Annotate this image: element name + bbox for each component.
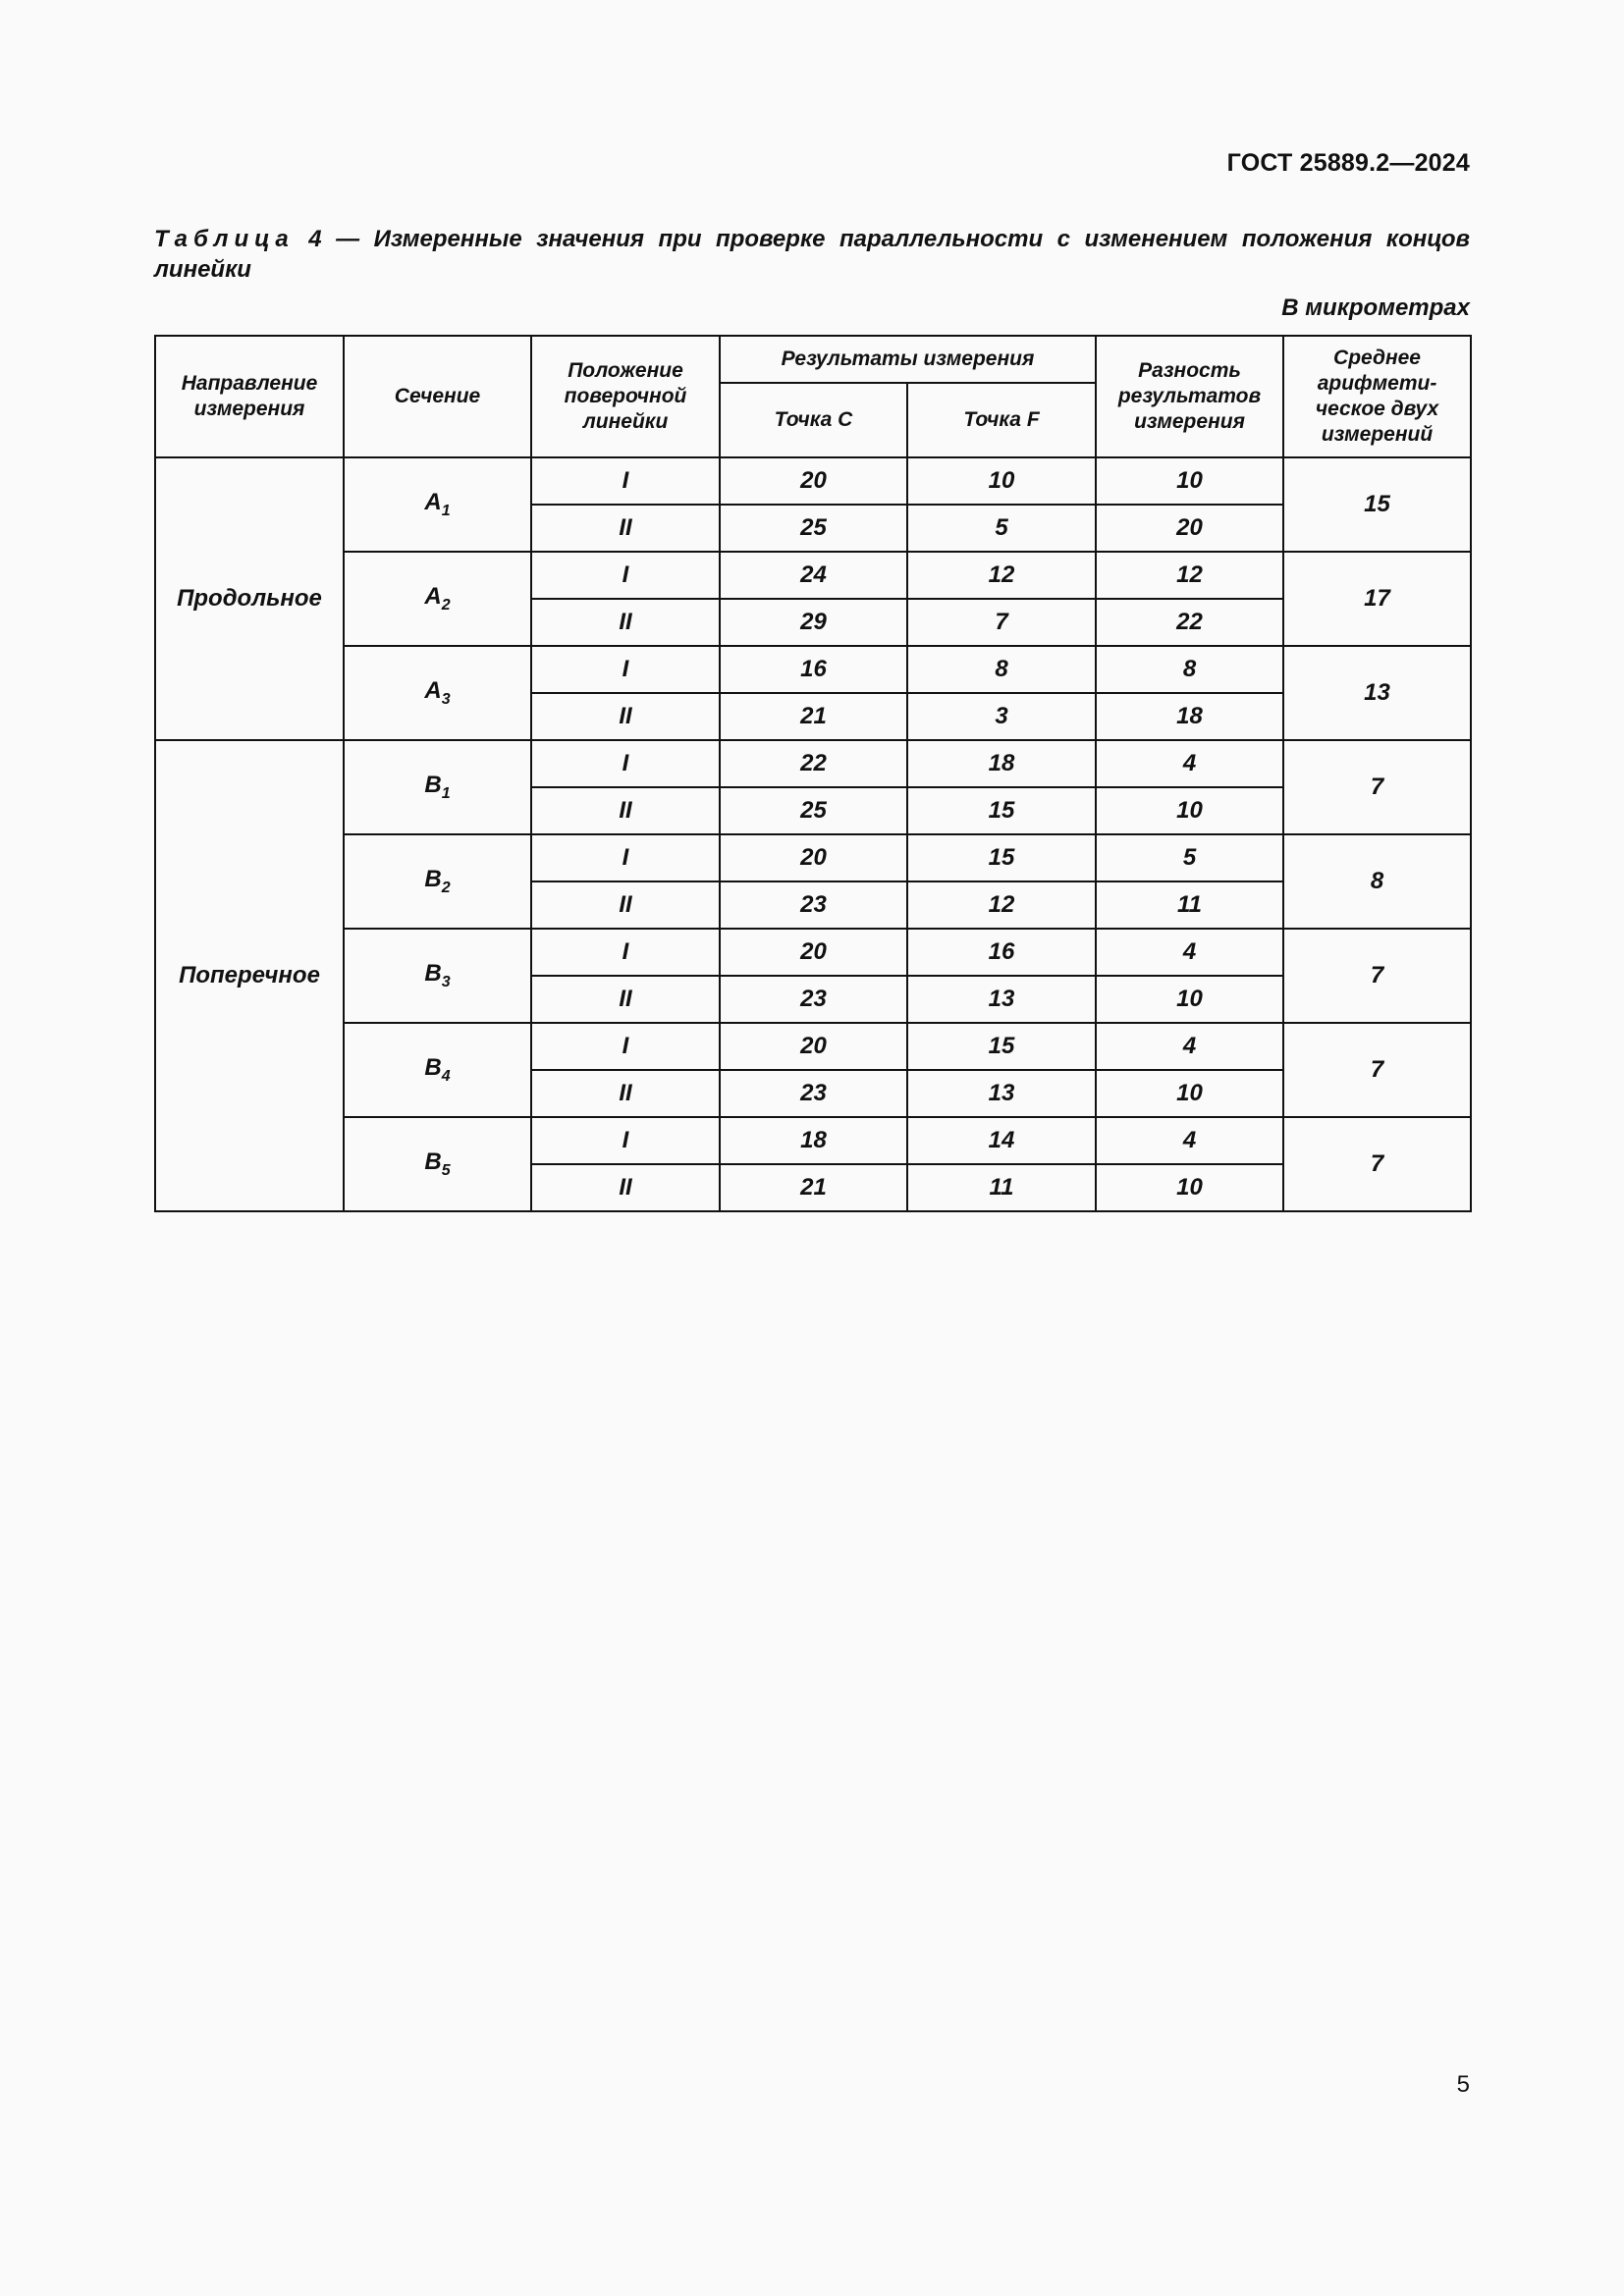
difference-cell: 4 [1096,929,1283,976]
header-average: Среднее арифмети-ческое двух измерений [1283,336,1471,457]
table-header-row [155,336,1471,383]
point-f-cell: 14 [907,1117,1096,1164]
table-row [155,740,1471,787]
header-point-c: Точка C [720,383,907,457]
average-cell: 15 [1283,457,1471,552]
difference-cell: 12 [1096,552,1283,599]
ruler-position-cell: II [531,1070,720,1117]
section-letter: A [424,489,442,516]
point-f-cell: 15 [907,787,1096,834]
ruler-position-cell: I [531,457,720,505]
ruler-position-cell: II [531,693,720,740]
difference-cell: 10 [1096,1164,1283,1211]
header-section: Сечение [344,336,531,457]
point-f-cell: 12 [907,552,1096,599]
units-note: В микрометрах [1281,294,1470,321]
difference-cell: 11 [1096,881,1283,929]
average-cell: 7 [1283,1023,1471,1117]
section-index: 5 [441,1161,451,1179]
section-letter: A [424,583,442,611]
ruler-position-cell: II [531,599,720,646]
average-cell: 13 [1283,646,1471,740]
section-index: 1 [441,784,451,802]
section-cell [344,834,531,929]
average-cell: 17 [1283,552,1471,646]
point-f-cell: 5 [907,505,1096,552]
difference-cell: 18 [1096,693,1283,740]
section-cell [344,1117,531,1211]
section-cell [344,929,531,1023]
ruler-position-cell: II [531,976,720,1023]
table-caption-text: 4 — Измеренные значения при проверке параллельности с изменением положения концов линейки [154,226,1470,283]
section-index: 2 [441,879,451,896]
ruler-position-cell: II [531,505,720,552]
table-row [155,646,1471,693]
point-c-cell: 23 [720,881,907,929]
point-f-cell: 13 [907,976,1096,1023]
average-cell: 7 [1283,740,1471,834]
point-c-cell: 20 [720,1023,907,1070]
section-letter: B [424,866,442,893]
direction-cell: Поперечное [155,740,344,1211]
point-f-cell: 11 [907,1164,1096,1211]
section-index: 2 [441,596,451,614]
section-letter: A [424,677,442,705]
point-f-cell: 13 [907,1070,1096,1117]
point-c-cell: 25 [720,505,907,552]
section-cell [344,457,531,552]
average-cell: 7 [1283,929,1471,1023]
section-index: 3 [441,690,451,708]
table-row [155,1117,1471,1164]
section-index: 3 [441,973,451,990]
difference-cell: 22 [1096,599,1283,646]
table-caption [154,224,1470,285]
point-c-cell: 20 [720,834,907,881]
point-c-cell: 24 [720,552,907,599]
point-c-cell: 18 [720,1117,907,1164]
ruler-position-cell: I [531,646,720,693]
difference-cell: 10 [1096,787,1283,834]
point-c-cell: 16 [720,646,907,693]
table-caption-label: Таблица [154,226,295,252]
point-f-cell: 7 [907,599,1096,646]
difference-cell: 10 [1096,457,1283,505]
ruler-position-cell: II [531,787,720,834]
table-row [155,929,1471,976]
header-direction: Направление измерения [155,336,344,457]
point-c-cell: 21 [720,1164,907,1211]
ruler-position-cell: I [531,552,720,599]
point-f-cell: 15 [907,834,1096,881]
ruler-position-cell: I [531,740,720,787]
ruler-position-cell: I [531,834,720,881]
table-row [155,834,1471,881]
difference-cell: 4 [1096,740,1283,787]
difference-cell: 4 [1096,1023,1283,1070]
point-f-cell: 3 [907,693,1096,740]
ruler-position-cell: II [531,1164,720,1211]
section-cell [344,646,531,740]
point-c-cell: 23 [720,1070,907,1117]
point-c-cell: 20 [720,929,907,976]
section-letter: B [424,1054,442,1082]
table-row [155,552,1471,599]
header-results: Результаты измерения [720,336,1096,383]
point-c-cell: 22 [720,740,907,787]
point-f-cell: 10 [907,457,1096,505]
average-cell: 7 [1283,1117,1471,1211]
point-f-cell: 15 [907,1023,1096,1070]
table-row [155,1023,1471,1070]
point-f-cell: 12 [907,881,1096,929]
point-f-cell: 16 [907,929,1096,976]
table-body [155,457,1471,1211]
difference-cell: 8 [1096,646,1283,693]
header-difference: Разность результатов измерения [1096,336,1283,457]
section-cell [344,552,531,646]
ruler-position-cell: II [531,881,720,929]
ruler-position-cell: I [531,1023,720,1070]
point-f-cell: 18 [907,740,1096,787]
ruler-position-cell: I [531,929,720,976]
section-cell [344,1023,531,1117]
point-f-cell: 8 [907,646,1096,693]
section-letter: B [424,772,442,799]
difference-cell: 10 [1096,1070,1283,1117]
header-point-f: Точка F [907,383,1096,457]
point-c-cell: 25 [720,787,907,834]
direction-cell: Продольное [155,457,344,740]
measurements-table [154,335,1472,1212]
page-number: 5 [1456,2071,1470,2098]
point-c-cell: 29 [720,599,907,646]
point-c-cell: 21 [720,693,907,740]
document-code: ГОСТ 25889.2—2024 [1226,149,1470,177]
ruler-position-cell: I [531,1117,720,1164]
point-c-cell: 23 [720,976,907,1023]
average-cell: 8 [1283,834,1471,929]
difference-cell: 20 [1096,505,1283,552]
section-letter: B [424,1148,442,1176]
difference-cell: 4 [1096,1117,1283,1164]
difference-cell: 5 [1096,834,1283,881]
table-row [155,457,1471,505]
section-letter: B [424,960,442,988]
difference-cell: 10 [1096,976,1283,1023]
point-c-cell: 20 [720,457,907,505]
section-cell [344,740,531,834]
section-index: 4 [441,1067,451,1085]
header-ruler-position: Положение поверочной линейки [531,336,720,457]
section-index: 1 [441,502,451,519]
